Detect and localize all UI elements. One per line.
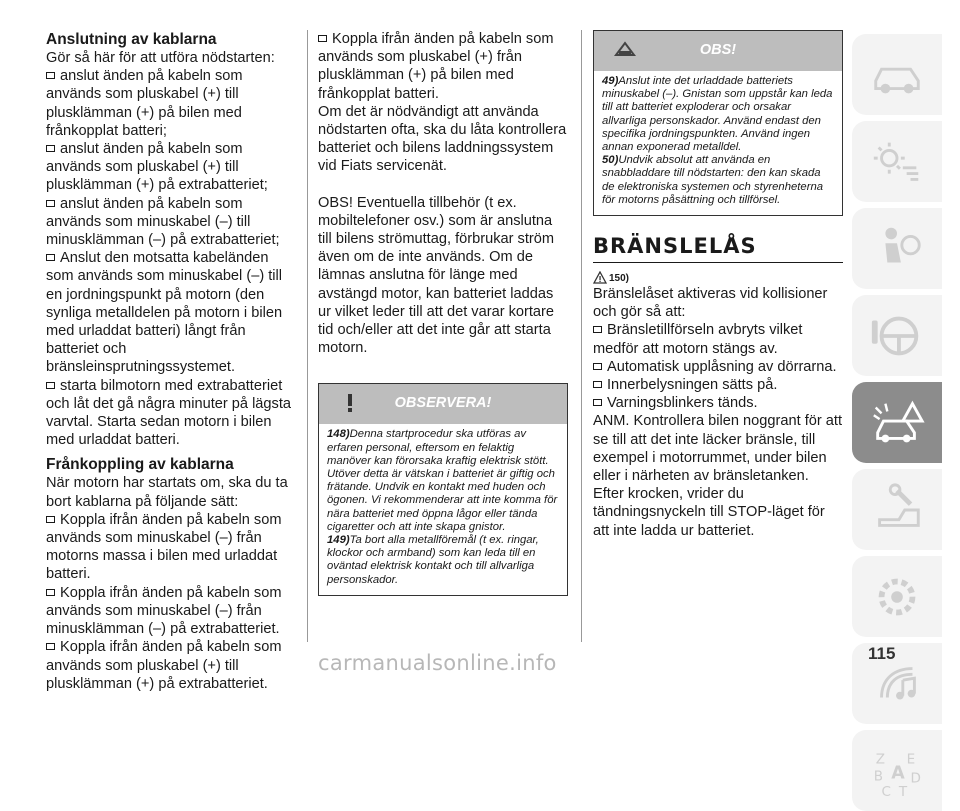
checkbox-bullet-icon [46,200,55,207]
list-item: Koppla ifrån änden på kabeln som används som pluskabel (+) till plusklämman (+) på extrabatteriet. [46,639,282,692]
caution-box [593,30,843,216]
chapter-tab-driving[interactable] [852,295,942,376]
svg-text:B: B [873,768,884,785]
checkbox-bullet-icon [46,254,55,261]
accessories-note-paragraph: OBS! Eventuella tillbehör (t ex. mobiltelefoner osv.) som är anslutna till bilens strömuttag, förbrukar ström även om de inte används. Om de lämnas anslutna för länge med avstängd motor, kan batteriet laddas ur vilket leder till att det varar kortare tid och/eller att det inte går att starta motorn. [318,194,555,357]
chapter-tab-safety[interactable] [852,208,942,289]
chapter-tab-multimedia[interactable] [852,643,942,724]
list-item: starta bilmotorn med extrabatteriet och låt det gå några minuter på lägsta varvtal. Starta sedan motorn i bilen med urladdat batteri. [46,377,292,449]
dashboard-lights-icon [868,133,926,191]
car-icon [868,46,926,104]
chapter-tab-technical-data[interactable] [852,556,942,637]
svg-text:Z: Z [875,750,885,767]
checkbox-bullet-icon [593,326,602,333]
caution-box-title: OBS! [699,42,737,58]
column-1 [46,30,296,693]
fuel-lock-note: ANM. Kontrollera bilen noggrant för att se till att det inte läcker bränsle, till exempel i motorrummet, under bilen eller i närheten av bränsletanken. Efter krocken, vrider du tändningsnyckeln till STOP-läget för att inte ladda ur batteriet. [593,413,843,539]
warning-box [318,383,568,595]
warning-note: 50)Undvik absolut att använda en snabbladdare till nödstarten: den kan skada de elektroniska systemen och styrenheterna för motorns påsättning och tillförsel. [602,154,824,206]
heading-disconnecting-cables: Frånkoppling av kablarna [46,456,234,474]
checkbox-bullet-icon [593,381,602,388]
steering-wheel-icon [868,307,926,365]
chapter-tab-maintenance[interactable] [852,469,942,550]
warning-note: 148)Denna startprocedur ska utföras av erfaren personal, eftersom en felaktig manöver kan förorsaka kraftig elektrisk stött. Utöver detta är vätskan i batteriet är giftig och frätande. Undvik en kontakt med huden och ögonen. Vi rekommenderar att inte komma för nära batteriet med öppna lågor eller tända cigaretter och att inte skapa gnistor. [327,428,558,533]
index-icon [868,742,926,800]
maintenance-wrench-icon [868,481,926,539]
connect-steps-list [46,67,296,449]
list-item: anslut änden på kabeln som används som pluskabel (+) till plusklämman (+) på extrabatteriet; [46,141,268,194]
column-divider [581,30,582,642]
battery-check-paragraph: Om det är nödvändigt att använda nödstarten ofta, ska du låta kontrollera batteriet och bilens laddningssystem vid Fiats servicenät. [318,103,567,175]
checkbox-bullet-icon [318,35,327,42]
chapter-tab-dashboard[interactable] [852,121,942,202]
heading-connecting-cables: Anslutning av kablarna [46,31,217,48]
checkbox-bullet-icon [593,363,602,370]
technical-data-icon [868,568,926,626]
intro-text-2: När motorn har startats om, ska du ta bort kablarna på följande sätt: [46,475,288,510]
caution-box-header [594,31,842,71]
list-item: Koppla ifrån änden på kabeln som används som minuskabel (–) från minusklämman (–) på extrabatteriet. [46,584,282,638]
list-item: Koppla ifrån änden på kabeln som används som minuskabel (–) från motorns massa i bilen med urladdat batteri. [46,511,282,583]
warning-triangle-icon [593,271,607,284]
chapter-tab-car[interactable] [852,34,942,115]
section-divider [593,262,843,263]
checkbox-bullet-icon [46,72,55,79]
page-number: 115 [868,644,896,663]
chapter-tab-emergency[interactable] [852,382,942,463]
list-item: Anslut den motsatta kabeländen som används som minuskabel (–) till en jordningspunkt på motorn (den synliga metalldelen på motorn i bilen med urladdat batteri) långt från batteriet och bränsleinsprutningssystemet. [46,250,283,376]
section-title-fuel-lock: BRÄNSLELÅS [593,234,757,259]
list-item: anslut änden på kabeln som används som pluskabel (+) till plusklämman (+) på bilen med frånkopplat batteri; [46,68,243,139]
list-item: Varningsblinkers tänds. [593,394,843,412]
checkbox-bullet-icon [46,643,55,650]
checkbox-bullet-icon [46,516,55,523]
list-item: Koppla ifrån änden på kabeln som används som pluskabel (+) från plusklämman (+) på bilen med frånkopplat batteri. [318,31,554,102]
warning-box-header [319,384,567,424]
checkbox-bullet-icon [46,382,55,389]
column-divider [307,30,308,642]
fuel-lock-intro: Bränslelåset aktiveras vid kollisioner och gör så att: [593,286,828,321]
chapter-tab-index[interactable] [852,730,942,811]
svg-text:A: A [891,763,905,784]
svg-text:D: D [910,770,921,787]
warning-reference: 150) [593,271,843,285]
watermark-text: carmanualsonline.info [318,651,557,675]
fuel-lock-effects-list [593,321,843,412]
warning-box-title: OBSERVERA! [394,395,492,412]
warning-note: 49)Anslut inte det urladdade batteriets minuskabel (–). Gnistan som uppstår kan leda till att batteriet exploderar och orsakar allvarliga personskador. Använd endast den specifika jordningspunkten. Använd ingen annan exponerad metalldel. [602,75,833,154]
checkbox-bullet-icon [46,589,55,596]
disconnect-steps-list [46,511,296,693]
emergency-car-icon [868,394,926,452]
intro-text: Gör så här för att utföra nödstarten: [46,50,275,66]
checkbox-bullet-icon [46,145,55,152]
column-2 [318,30,568,596]
svg-text:C: C [881,783,891,800]
list-item: anslut änden på kabeln som används som minuskabel (–) till minusklämman (–) på extrabatteriet; [46,195,280,249]
column-3 [593,30,843,540]
warning-note: 149)Ta bort alla metallföremål (t ex. ringar, klockor och armband) som kan leda till en oväntad elektrisk kontakt och till allvarliga personskador. [327,534,539,586]
caution-box-notes [594,71,842,215]
svg-text:T: T [898,783,908,800]
list-item: Innerbelysningen sätts på. [593,376,843,394]
svg-text:E: E [906,750,916,767]
checkbox-bullet-icon [593,399,602,406]
warning-box-notes [319,424,567,594]
list-item: Bränsletillförseln avbryts vilket medför att motorn stängs av. [593,322,803,357]
list-item: Automatisk upplåsning av dörrarna. [593,358,843,376]
safety-airbag-icon [868,220,926,278]
